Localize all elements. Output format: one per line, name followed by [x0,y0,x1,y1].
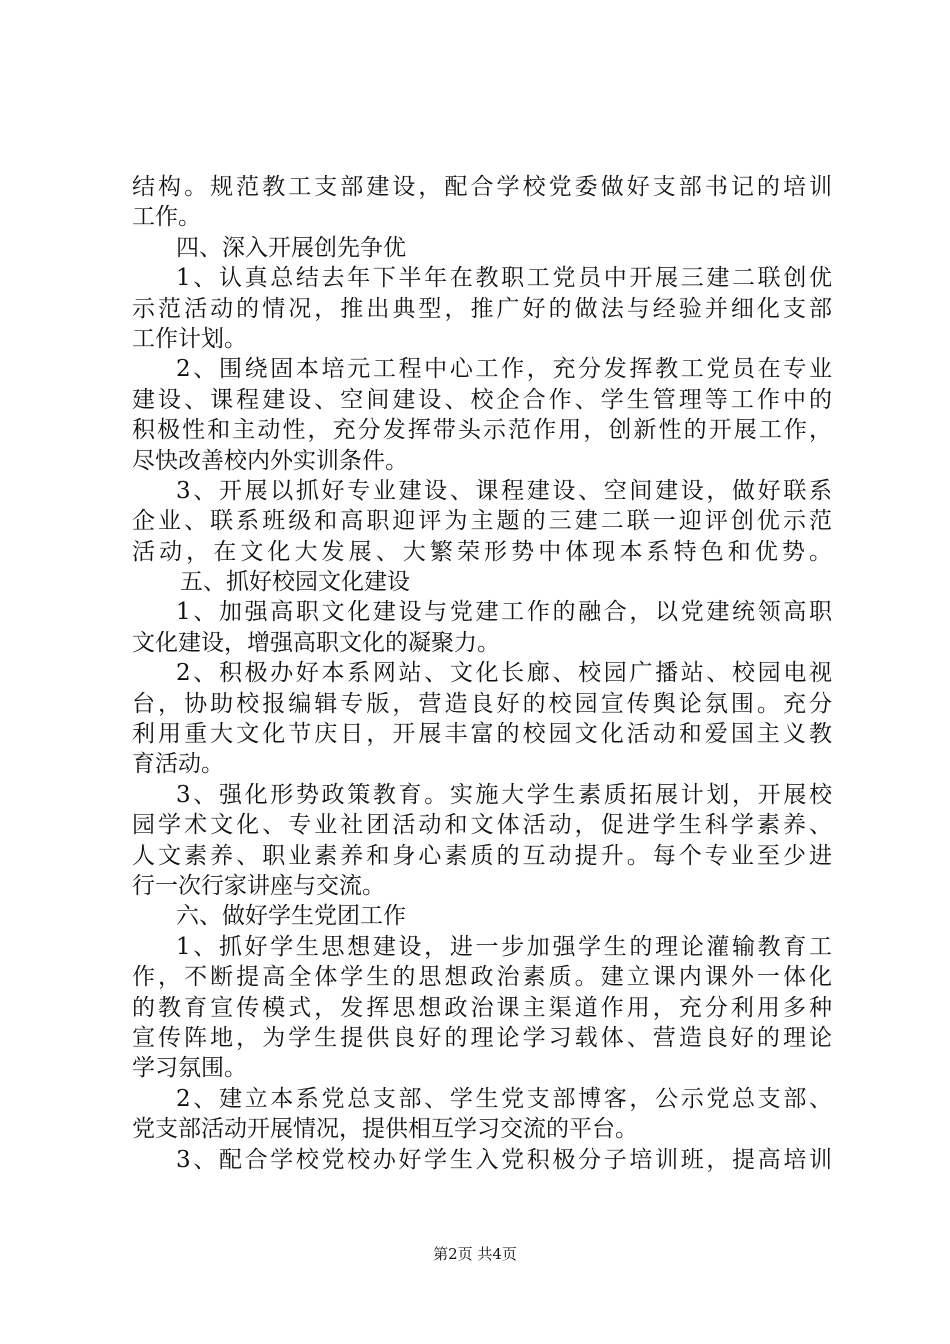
text-line: 2、建立本系党总支部、学生党支部博客，公示党总支部、 [176,1085,832,1112]
page-number-label: 第2页 共4页 [433,1245,517,1263]
text-line: 3、开展以抓好专业建设、课程建设、空间建设，做好联系 [176,477,832,504]
text-line: 积极性和主动性，充分发挥带头示范作用，创新性的开展工作， [132,417,832,444]
text-line: 建设、课程建设、空间建设、校企合作、学生管理等工作中的 [132,386,832,413]
text-line: 3、配合学校党校办好学生入党积极分子培训班，提高培训 [176,1146,832,1173]
text-line: 工作。 [132,204,201,231]
text-line: 结构。规范教工支部建设，配合学校党委做好支部书记的培训 [132,174,832,200]
text-line: 党支部活动开展情况，提供相互学习交流的平台。 [132,1116,638,1143]
text-line: 2、积极办好本系网站、文化长廊、校园广播站、校园电视 [176,660,832,687]
text-line: 示范活动的情况，推出典型，推广好的做法与经验并细化支部 [132,295,832,322]
text-line: 人文素养、职业素养和身心素质的互动提升。每个专业至少进 [132,842,832,869]
text-line: 利用重大文化节庆日，开展丰富的校园文化活动和爱国主义教 [132,721,832,748]
text-line: 园学术文化、专业社团活动和文体活动，促进学生科学素养、 [132,812,832,839]
text-line: 宣传阵地，为学生提供良好的理论学习载体、营造良好的理论 [132,1024,832,1051]
text-line: 的教育宣传模式，发挥思想政治课主渠道作用，充分利用多种 [132,994,832,1021]
text-line: 工作计划。 [132,325,247,352]
text-line: 1、抓好学生思想建设，进一步加强学生的理论灌输教育工 [176,933,832,960]
text-line: 六、做好学生党团工作 [176,903,406,930]
text-line: 1、加强高职文化建设与党建工作的融合，以党建统领高职 [176,599,832,626]
text-line: 台，协助校报编辑专版，营造良好的校园宣传舆论氛围。充分 [132,690,832,717]
text-line: 尽快改善校内外实训条件。 [132,447,408,474]
document-body [132,172,832,1175]
text-line: 3、强化形势政策教育。实施大学生素质拓展计划，开展校 [176,781,832,808]
text-line: 育活动。 [132,751,224,778]
text-line: 学习氛围。 [132,1055,247,1082]
text-line: 活动，在文化大发展、大繁荣形势中体现本系特色和优势。 [132,538,832,565]
page-footer [0,1244,950,1264]
text-line: 2、围绕固本培元工程中心工作，充分发挥教工党员在专业 [176,356,832,383]
text-line: 行一次行家讲座与交流。 [132,872,385,899]
text-line: 文化建设，增强高职文化的凝聚力。 [132,629,500,656]
text-line: 作，不断提高全体学生的思想政治素质。建立课内课外一体化 [132,964,832,991]
text-line: 五、抓好校园文化建设 [180,569,410,596]
text-line: 1、认真总结去年下半年在教职工党员中开展三建二联创优 [176,265,832,292]
text-line: 企业、联系班级和高职迎评为主题的三建二联一迎评创优示范 [132,508,832,535]
text-line: 四、深入开展创先争优 [176,234,406,261]
